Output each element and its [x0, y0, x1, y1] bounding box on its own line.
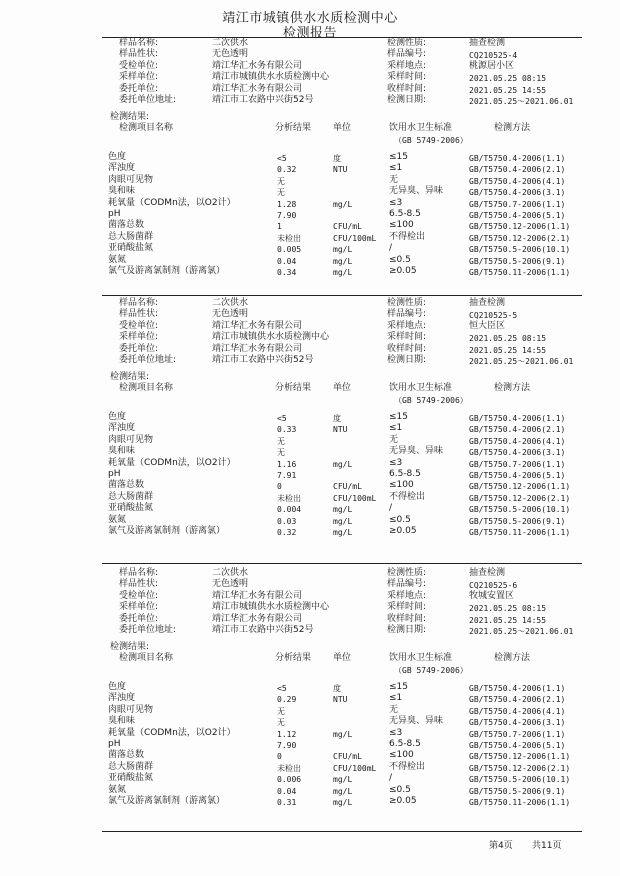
param-unit: mg/L	[333, 245, 353, 255]
entrust-unit-label: 委托单位:	[119, 83, 159, 94]
param-method: GB/T5750.5-2006(9.1)	[469, 256, 566, 266]
sampling-point-label: 采样地点:	[387, 320, 427, 331]
col-header-standard-code: （GB 5749-2006）	[394, 136, 468, 145]
param-unit: mg/L	[333, 459, 353, 469]
param-method: GB/T5750.11-2006(1.1)	[469, 528, 571, 537]
entrust-address-value: 靖江市工农路中兴街52号	[212, 625, 314, 635]
client-unit-value: 靖江华汇水务有限公司	[212, 320, 303, 331]
param-result: 无	[277, 448, 285, 458]
receive-time-label: 收样时间:	[387, 83, 427, 94]
param-name: pH	[108, 739, 121, 749]
param-standard: 无	[389, 704, 399, 715]
param-result: 无	[277, 706, 285, 716]
sample-nature-value: 无色透明	[212, 579, 249, 590]
param-method: GB/T5750.4-2006(3.1)	[469, 718, 566, 728]
entrust-unit-value: 靖江华汇水务有限公司	[212, 83, 303, 94]
param-standard: ≤100	[389, 220, 414, 231]
table-row	[0, 266, 620, 277]
sample-id-label: 样品编号:	[387, 309, 427, 320]
param-result: 0.34	[277, 268, 297, 277]
param-result: 0	[277, 482, 282, 492]
col-header-unit: 单位	[333, 653, 352, 663]
param-name: 氯气及游离氯制剂（游离氯）	[108, 266, 226, 276]
col-header-standard-code: （GB 5749-2006）	[394, 396, 468, 405]
param-standard: ≤1	[389, 423, 403, 434]
param-result: 7.90	[277, 211, 297, 220]
param-unit: CFU/mL	[333, 222, 362, 232]
test-date-label: 检测日期:	[387, 355, 427, 365]
param-name: 肉眼可见物	[108, 434, 154, 445]
sample-nature-value: 无色透明	[212, 309, 249, 320]
param-method: GB/T5750.5-2006(10.1)	[469, 775, 571, 785]
test-date-value: 2021.05.25～2021.06.01	[469, 357, 574, 366]
param-method: GB/T5750.5-2006(10.1)	[469, 505, 571, 515]
param-unit: mg/L	[333, 786, 353, 796]
param-result: 0.32	[277, 165, 297, 175]
param-result: 0.31	[277, 798, 297, 807]
param-standard: ≤1	[389, 163, 403, 174]
param-name: 浑浊度	[108, 423, 136, 434]
param-method: GB/T5750.4-2006(3.1)	[469, 188, 566, 198]
table-row	[0, 175, 620, 186]
param-name: 亚硝酸盐氮	[108, 243, 154, 254]
sampling-time-label: 采样时间:	[387, 602, 427, 613]
sampling-unit-value: 靖江市城镇供水水质检测中心	[212, 72, 330, 83]
param-unit: 度	[333, 684, 341, 693]
table-row	[0, 762, 620, 773]
table-row	[0, 209, 620, 220]
param-standard: ≤100	[389, 480, 414, 491]
param-name: pH	[108, 209, 121, 219]
entrust-address-label: 委托单位地址:	[119, 355, 177, 365]
param-name: 色度	[108, 152, 127, 162]
org-title: 靖江市城镇供水水质检测中心	[222, 11, 398, 26]
table-row	[0, 220, 620, 231]
table-row	[0, 232, 620, 243]
param-method: GB/T5750.12-2006(2.1)	[469, 763, 571, 773]
col-header-unit: 单位	[333, 383, 352, 393]
param-name: 总大肠菌群	[108, 491, 154, 502]
param-name: 耗氧量（CODMn法，以O2计）	[108, 197, 236, 208]
sample-nature-label: 样品性状:	[119, 309, 159, 320]
param-standard: ≤3	[389, 197, 403, 208]
sampling-unit-label: 采样单位:	[119, 332, 159, 343]
test-date-label: 检测日期:	[387, 625, 427, 635]
sampling-time-label: 采样时间:	[387, 72, 427, 83]
param-result: 未检出	[277, 233, 301, 243]
table-row	[0, 693, 620, 704]
param-standard: 无	[389, 434, 399, 445]
param-unit: mg/L	[333, 516, 353, 526]
table-row	[0, 750, 620, 761]
receive-time-value: 2021.05.25 14:55	[469, 345, 547, 355]
col-header-item: 检测项目名称	[119, 653, 174, 663]
param-unit: NTU	[333, 425, 348, 435]
param-standard: ≤3	[389, 727, 403, 738]
table-row	[0, 435, 620, 446]
param-name: 氯气及游离氯制剂（游离氯）	[108, 796, 226, 806]
param-standard: 无异臭、异味	[389, 446, 444, 457]
param-standard: 不得检出	[389, 761, 426, 772]
sampling-unit-value: 靖江市城镇供水水质检测中心	[212, 602, 330, 613]
table-row	[0, 163, 620, 174]
param-result: 无	[277, 188, 285, 198]
table-row	[0, 773, 620, 784]
param-result: 0	[277, 752, 282, 762]
entrust-address-value: 靖江市工农路中兴街52号	[212, 355, 314, 365]
receive-time-label: 收样时间:	[387, 613, 427, 624]
test-nature-value: 抽查检测	[469, 298, 506, 308]
param-unit: mg/L	[333, 505, 353, 515]
sampling-point-value: 桃源居小区	[469, 60, 515, 71]
param-method: GB/T5750.7-2006(1.1)	[469, 729, 566, 739]
param-name: 总大肠菌群	[108, 761, 154, 772]
param-standard: ≤100	[389, 750, 414, 761]
sample-nature-label: 样品性状:	[119, 579, 159, 590]
param-unit: mg/L	[333, 199, 353, 209]
param-name: 色度	[108, 412, 127, 422]
param-standard: ≥0.05	[389, 526, 417, 536]
sampling-time-label: 采样时间:	[387, 332, 427, 343]
sampling-unit-label: 采样单位:	[119, 72, 159, 83]
results-heading: 检测结果:	[110, 112, 150, 122]
table-row	[0, 152, 620, 163]
param-method: GB/T5750.4-2006(5.1)	[469, 471, 566, 480]
section-divider	[102, 831, 582, 832]
test-nature-label: 检测性质:	[387, 38, 427, 48]
param-result: 0.005	[277, 245, 302, 255]
param-standard: ≤0.5	[389, 514, 411, 525]
param-method: GB/T5750.4-2006(3.1)	[469, 448, 566, 458]
sampling-point-label: 采样地点:	[387, 60, 427, 71]
param-result: 0.006	[277, 775, 302, 785]
param-name: 浑浊度	[108, 163, 136, 174]
param-method: GB/T5750.7-2006(1.1)	[469, 459, 566, 469]
entrust-address-label: 委托单位地址:	[119, 625, 177, 635]
param-result: 0.004	[277, 505, 302, 515]
param-name: 氨氮	[108, 254, 127, 265]
param-result: 1	[277, 222, 282, 232]
param-method: GB/T5750.12-2006(1.1)	[469, 482, 571, 492]
table-row	[0, 469, 620, 480]
table-row	[0, 796, 620, 807]
param-method: GB/T5750.11-2006(1.1)	[469, 798, 571, 807]
sample-id-value: CQ210525-4	[469, 51, 518, 61]
param-unit: mg/L	[333, 256, 353, 266]
client-unit-label: 受检单位:	[119, 320, 159, 331]
table-row	[0, 682, 620, 693]
param-standard: 无异臭、异味	[389, 716, 444, 727]
param-unit: mg/L	[333, 798, 353, 807]
test-nature-label: 检测性质:	[387, 298, 427, 308]
param-name: 臭和味	[108, 186, 136, 197]
param-method: GB/T5750.7-2006(1.1)	[469, 199, 566, 209]
param-result: 7.90	[277, 741, 297, 750]
param-standard: ≤0.5	[389, 254, 411, 265]
sampling-time-value: 2021.05.25 08:15	[469, 334, 547, 344]
param-unit: CFU/mL	[333, 752, 362, 762]
param-result: 0.33	[277, 425, 297, 435]
table-row	[0, 458, 620, 469]
param-name: 氯气及游离氯制剂（游离氯）	[108, 526, 226, 536]
sample-id-label: 样品编号:	[387, 579, 427, 590]
sampling-point-value: 牧城安置区	[469, 590, 515, 601]
sample-name-value: 二次供水	[212, 38, 249, 48]
param-result: 0.04	[277, 256, 297, 266]
col-header-method: 检测方法	[494, 123, 531, 133]
sample-name-value: 二次供水	[212, 298, 249, 308]
sample-name-label: 样品名称:	[119, 38, 159, 48]
param-method: GB/T5750.12-2006(2.1)	[469, 493, 571, 503]
table-row	[0, 492, 620, 503]
param-result: 1.16	[277, 459, 297, 469]
param-unit: NTU	[333, 165, 348, 175]
test-nature-value: 抽查检测	[469, 568, 506, 578]
sample-nature-label: 样品性状:	[119, 49, 159, 60]
sampling-unit-label: 采样单位:	[119, 602, 159, 613]
page-total: 共11页	[532, 841, 562, 851]
table-row	[0, 705, 620, 716]
param-standard: ≤15	[389, 152, 408, 162]
param-method: GB/T5750.5-2006(10.1)	[469, 245, 571, 255]
param-standard: /	[389, 243, 393, 254]
param-name: 氨氮	[108, 514, 127, 525]
receive-time-label: 收样时间:	[387, 343, 427, 354]
section-divider	[102, 563, 582, 564]
param-standard: 无异臭、异味	[389, 186, 444, 197]
param-method: GB/T5750.4-2006(5.1)	[469, 211, 566, 220]
client-unit-label: 受检单位:	[119, 590, 159, 601]
param-name: 亚硝酸盐氮	[108, 773, 154, 784]
param-name: 菌落总数	[108, 220, 145, 231]
param-standard: ≥0.05	[389, 266, 417, 276]
test-nature-label: 检测性质:	[387, 568, 427, 578]
param-standard: ≤0.5	[389, 784, 411, 795]
col-header-item: 检测项目名称	[119, 123, 174, 133]
param-unit: CFU/mL	[333, 482, 362, 492]
table-row	[0, 515, 620, 526]
param-method: GB/T5750.11-2006(1.1)	[469, 268, 571, 277]
param-name: 菌落总数	[108, 750, 145, 761]
sampling-time-value: 2021.05.25 08:15	[469, 604, 547, 614]
param-result: 无	[277, 176, 285, 186]
param-standard: ≥0.05	[389, 796, 417, 806]
sample-name-label: 样品名称:	[119, 568, 159, 578]
col-header-standard-code: （GB 5749-2006）	[394, 666, 468, 675]
sample-name-label: 样品名称:	[119, 298, 159, 308]
entrust-unit-value: 靖江华汇水务有限公司	[212, 343, 303, 354]
param-method: GB/T5750.4-2006(2.1)	[469, 165, 566, 175]
param-unit: CFU/100mL	[333, 763, 377, 773]
entrust-address-value: 靖江市工农路中兴街52号	[212, 95, 314, 105]
table-row	[0, 785, 620, 796]
table-row	[0, 526, 620, 537]
param-unit: mg/L	[333, 729, 353, 739]
entrust-address-label: 委托单位地址:	[119, 95, 177, 105]
param-method: GB/T5750.4-2006(1.1)	[469, 684, 566, 693]
param-method: GB/T5750.4-2006(4.1)	[469, 706, 566, 716]
test-date-label: 检测日期:	[387, 95, 427, 105]
param-method: GB/T5750.12-2006(2.1)	[469, 233, 571, 243]
table-row	[0, 198, 620, 209]
param-standard: /	[389, 503, 393, 514]
param-result: 7.91	[277, 471, 297, 480]
table-row	[0, 423, 620, 434]
param-method: GB/T5750.4-2006(4.1)	[469, 436, 566, 446]
col-header-method: 检测方法	[494, 653, 531, 663]
param-name: 臭和味	[108, 716, 136, 727]
param-result: 1.12	[277, 729, 297, 739]
table-row	[0, 446, 620, 457]
results-heading: 检测结果:	[110, 642, 150, 652]
table-row	[0, 243, 620, 254]
param-name: 耗氧量（CODMn法，以O2计）	[108, 457, 236, 468]
param-name: 总大肠菌群	[108, 231, 154, 242]
param-result: 1.28	[277, 199, 297, 209]
sampling-time-value: 2021.05.25 08:15	[469, 74, 547, 84]
table-row	[0, 186, 620, 197]
sample-nature-value: 无色透明	[212, 49, 249, 60]
param-unit: 度	[333, 414, 341, 423]
col-header-item: 检测项目名称	[119, 383, 174, 393]
param-result: 未检出	[277, 493, 301, 503]
test-date-value: 2021.05.25～2021.06.01	[469, 627, 574, 636]
col-header-standard: 饮用水卫生标准	[389, 123, 453, 133]
param-name: 菌落总数	[108, 480, 145, 491]
param-name: 耗氧量（CODMn法，以O2计）	[108, 727, 236, 738]
sampling-unit-value: 靖江市城镇供水水质检测中心	[212, 332, 330, 343]
table-row	[0, 412, 620, 423]
col-header-result: 分析结果	[275, 383, 312, 393]
entrust-unit-label: 委托单位:	[119, 613, 159, 624]
param-unit: CFU/100mL	[333, 233, 377, 243]
param-unit: CFU/100mL	[333, 493, 377, 503]
param-method: GB/T5750.4-2006(2.1)	[469, 695, 566, 705]
table-row	[0, 255, 620, 266]
col-header-result: 分析结果	[275, 653, 312, 663]
param-standard: 无	[389, 174, 399, 185]
param-standard: ≤3	[389, 457, 403, 468]
page-number: 第4页	[489, 841, 513, 851]
sample-id-value: CQ210525-5	[469, 311, 518, 321]
param-method: GB/T5750.4-2006(5.1)	[469, 741, 566, 750]
param-method: GB/T5750.4-2006(1.1)	[469, 414, 566, 423]
client-unit-value: 靖江华汇水务有限公司	[212, 60, 303, 71]
param-result: 0.04	[277, 786, 297, 796]
param-result: 0.29	[277, 695, 297, 705]
param-name: 臭和味	[108, 446, 136, 457]
sampling-point-label: 采样地点:	[387, 590, 427, 601]
section-divider	[102, 295, 582, 296]
param-result: 无	[277, 718, 285, 728]
entrust-unit-label: 委托单位:	[119, 343, 159, 354]
param-name: 色度	[108, 682, 127, 692]
test-nature-value: 抽查检测	[469, 38, 506, 48]
param-name: 氨氮	[108, 784, 127, 795]
param-standard: ≤15	[389, 682, 408, 692]
receive-time-value: 2021.05.25 14:55	[469, 615, 547, 625]
param-method: GB/T5750.4-2006(2.1)	[469, 425, 566, 435]
client-unit-label: 受检单位:	[119, 60, 159, 71]
param-result: <5	[277, 684, 287, 693]
param-standard: 不得检出	[389, 491, 426, 502]
param-method: GB/T5750.5-2006(9.1)	[469, 786, 566, 796]
test-date-value: 2021.05.25～2021.06.01	[469, 97, 574, 106]
param-name: 亚硝酸盐氮	[108, 503, 154, 514]
param-method: GB/T5750.12-2006(1.1)	[469, 222, 571, 232]
param-unit: NTU	[333, 695, 348, 705]
param-result: <5	[277, 414, 287, 423]
table-row	[0, 739, 620, 750]
results-heading: 检测结果:	[110, 372, 150, 382]
col-header-unit: 单位	[333, 123, 352, 133]
param-result: 0.32	[277, 528, 297, 537]
param-method: GB/T5750.4-2006(4.1)	[469, 176, 566, 186]
param-name: pH	[108, 469, 121, 479]
param-standard: 不得检出	[389, 231, 426, 242]
sample-name-value: 二次供水	[212, 568, 249, 578]
sample-id-value: CQ210525-6	[469, 581, 518, 591]
param-result: 未检出	[277, 763, 301, 773]
param-name: 浑浊度	[108, 693, 136, 704]
col-header-standard: 饮用水卫生标准	[389, 383, 453, 393]
section-divider	[102, 37, 582, 38]
param-name: 肉眼可见物	[108, 174, 154, 185]
param-unit: mg/L	[333, 268, 353, 277]
col-header-standard: 饮用水卫生标准	[389, 653, 453, 663]
table-row	[0, 728, 620, 739]
client-unit-value: 靖江华汇水务有限公司	[212, 590, 303, 601]
param-name: 肉眼可见物	[108, 704, 154, 715]
param-unit: mg/L	[333, 775, 353, 785]
param-method: GB/T5750.12-2006(1.1)	[469, 752, 571, 762]
param-method: GB/T5750.5-2006(9.1)	[469, 516, 566, 526]
param-result: 无	[277, 436, 285, 446]
sample-id-label: 样品编号:	[387, 49, 427, 60]
param-standard: /	[389, 773, 393, 784]
col-header-method: 检测方法	[494, 383, 531, 393]
sampling-point-value: 恒大臣区	[469, 320, 506, 331]
param-standard: 6.5-8.5	[389, 469, 421, 479]
doc-title: 检测报告	[282, 26, 337, 41]
receive-time-value: 2021.05.25 14:55	[469, 85, 547, 95]
param-standard: 6.5-8.5	[389, 209, 421, 219]
param-unit: mg/L	[333, 528, 353, 537]
entrust-unit-value: 靖江华汇水务有限公司	[212, 613, 303, 624]
table-row	[0, 716, 620, 727]
param-method: GB/T5750.4-2006(1.1)	[469, 154, 566, 163]
param-standard: ≤15	[389, 412, 408, 422]
table-row	[0, 480, 620, 491]
param-standard: ≤1	[389, 693, 403, 704]
param-result: <5	[277, 154, 287, 163]
param-standard: 6.5-8.5	[389, 739, 421, 749]
param-unit: 度	[333, 154, 341, 163]
param-result: 0.03	[277, 516, 297, 526]
col-header-result: 分析结果	[275, 123, 312, 133]
table-row	[0, 503, 620, 514]
